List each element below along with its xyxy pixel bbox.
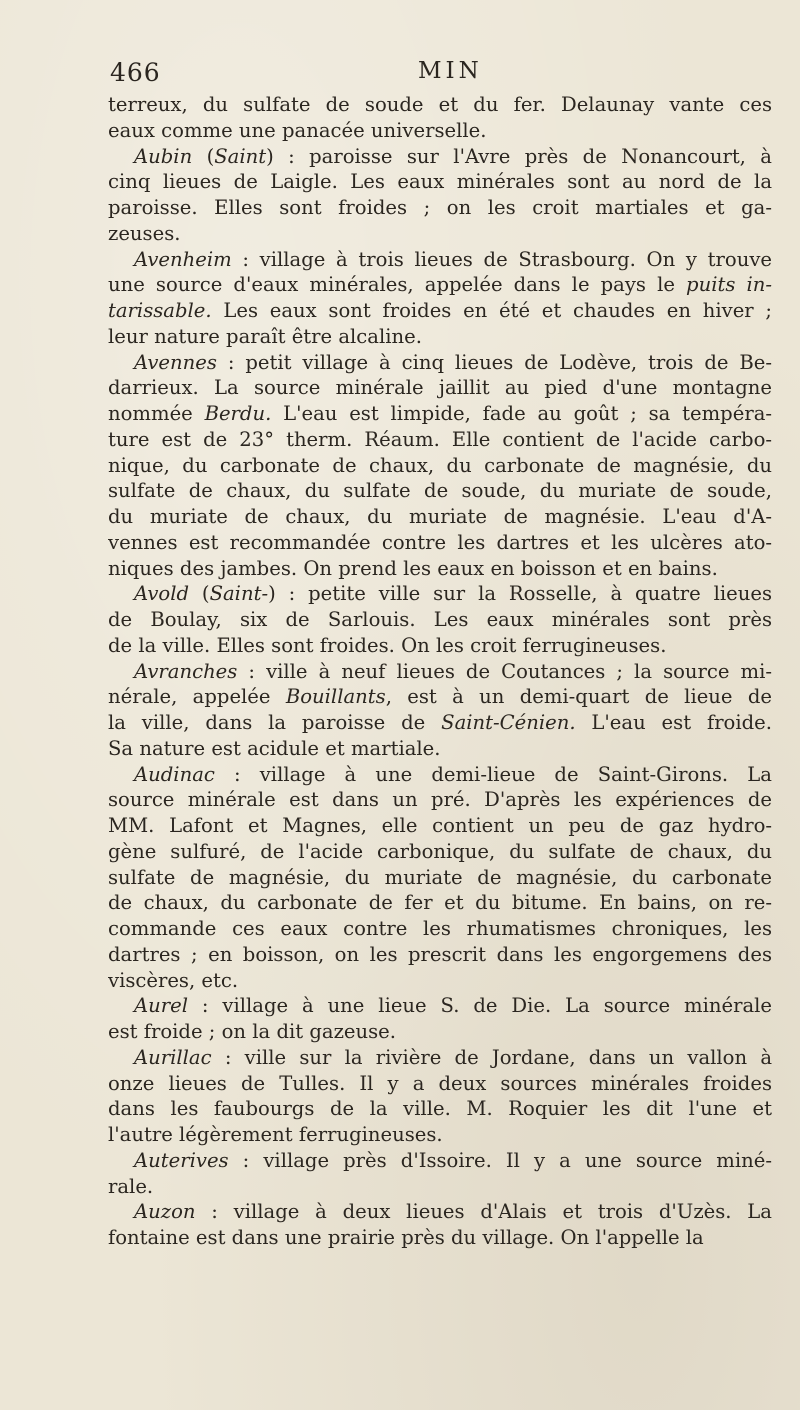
text-line: Aurel : village à une lieue S. de Die. La source minérale <box>134 994 772 1018</box>
entry-term: puits in- <box>686 273 772 297</box>
entry-term: Saint-Cénien. <box>441 711 576 734</box>
entry-term: Avranches <box>134 659 238 683</box>
text-line: Audinac : village à une demi-lieue de Saint-Girons. La <box>134 762 772 786</box>
entry-term: Aurillac <box>134 1045 212 1069</box>
text-line: ture est de 23° therm. Réaum. Elle contient de l'acide carbo- <box>108 427 772 451</box>
text-line: Avennes : petit village à cinq lieues de Lodève, trois de Be- <box>134 350 772 374</box>
text-line: onze lieues de Tulles. Il y a deux sources minérales froides <box>108 1071 772 1095</box>
text-line: sulfate de chaux, du sulfate de soude, du muriate de soude, <box>108 479 772 503</box>
text-line: est froide ; on la dit gazeuse. <box>108 1020 397 1043</box>
text-line: gène sulfuré, de l'acide carbonique, du sulfate de chaux, du <box>108 839 772 863</box>
text-line: la ville, dans la paroisse de Saint-Cénien. L'eau est froide. <box>108 711 772 734</box>
text-line: Sa nature est acidule et martiale. <box>108 736 441 760</box>
text-line: sulfate de magnésie, du muriate de magnésie, du carbonate <box>108 865 772 889</box>
text-line: source minérale est dans un pré. D'après les expériences de <box>108 788 772 812</box>
text-line: leur nature paraît être alcaline. <box>108 324 422 348</box>
entry-term: Aurel <box>134 994 188 1018</box>
entry-term: tarissable. <box>108 299 212 322</box>
text-line: MM. Lafont et Magnes, elle contient un peu de gaz hydro- <box>108 814 772 837</box>
text-line: nommée Berdu. L'eau est limpide, fade au goût ; sa tempéra- <box>108 402 772 425</box>
entry-term: Aubin <box>134 144 193 168</box>
text-line: de Boulay, six de Sarlouis. Les eaux minérales sont près <box>108 608 772 631</box>
text-line: de la ville. Elles sont froides. On les croit ferrugineuses. <box>108 633 667 657</box>
text-line: Avold (Saint-) : petite ville sur la Rosselle, à quatre lieues <box>134 582 772 606</box>
text-line: fontaine est dans une prairie près du village. On l'appelle la <box>108 1226 704 1249</box>
page-number: 466 <box>110 58 161 87</box>
text-line: paroisse. Elles sont froides ; on les croit martiales et ga- <box>108 196 772 219</box>
text-line: dans les faubourgs de la ville. M. Roquier les dit l'une et <box>108 1097 772 1121</box>
entry-term: Audinac <box>134 762 215 786</box>
text-line: Auzon : village à deux lieues d'Alais et trois d'Uzès. La <box>134 1200 772 1224</box>
text-line: une source d'eaux minérales, appelée dans le pays le puits in- <box>108 273 772 297</box>
text-line: Auterives : village près d'Issoire. Il y a une source miné- <box>134 1148 772 1172</box>
entry-term: Berdu. <box>204 402 272 425</box>
text-line: niques des jambes. On prend les eaux en boisson et en bains. <box>108 556 718 580</box>
entry-term: Avenheim <box>134 247 232 271</box>
text-line: tarissable. Les eaux sont froides en été et chaudes en hiver ; <box>108 299 772 322</box>
text-line: vennes est recommandée contre les dartres et les ulcères ato- <box>108 530 772 554</box>
text-line: l'autre légèrement ferrugineuses. <box>108 1123 443 1146</box>
entry-term: Avennes <box>134 350 217 374</box>
entry-term: Avold <box>134 582 190 606</box>
text-line: Avranches : ville à neuf lieues de Coutances ; la source mi- <box>134 659 772 683</box>
text-line: zeuses. <box>108 221 181 245</box>
text-line: nérale, appelée Bouillants, est à un demi-quart de lieue de <box>108 685 772 709</box>
text-line: Aurillac : ville sur la rivière de Jordane, dans un vallon à <box>134 1045 772 1069</box>
entry-term: Auterives <box>134 1148 229 1172</box>
body-text <box>108 92 772 1251</box>
text-line: terreux, du sulfate de soude et du fer. Delaunay vante ces <box>108 93 772 116</box>
text-line: du muriate de chaux, du muriate de magnésie. L'eau d'A- <box>108 505 772 528</box>
text-line: commande ces eaux contre les rhumatismes chroniques, les <box>108 917 772 940</box>
text-line: Avenheim : village à trois lieues de Strasbourg. On y trouve <box>134 247 772 271</box>
entry-term: Saint <box>214 144 267 168</box>
entry-term: Saint- <box>209 582 269 606</box>
text-line: eaux comme une panacée universelle. <box>108 118 487 142</box>
text-line: darrieux. La source minérale jaillit au pied d'une montagne <box>108 376 772 400</box>
text-line: dartres ; en boisson, on les prescrit dans les engorgemens des <box>108 942 772 966</box>
text-line: rale. <box>108 1174 154 1198</box>
text-line: cinq lieues de Laigle. Les eaux minérales sont au nord de la <box>108 170 772 194</box>
text-line: Aubin (Saint) : paroisse sur l'Avre près de Nonancourt, à <box>134 144 772 168</box>
text-line: nique, du carbonate de chaux, du carbonate de magnésie, du <box>108 453 772 477</box>
text-line: de chaux, du carbonate de fer et du bitume. En bains, on re- <box>108 891 772 915</box>
entry-term: Auzon <box>134 1200 196 1224</box>
running-head: MIN <box>418 58 483 84</box>
text-line: viscères, etc. <box>108 968 239 992</box>
page-header <box>108 58 768 94</box>
entry-term: Bouillants <box>285 685 386 709</box>
